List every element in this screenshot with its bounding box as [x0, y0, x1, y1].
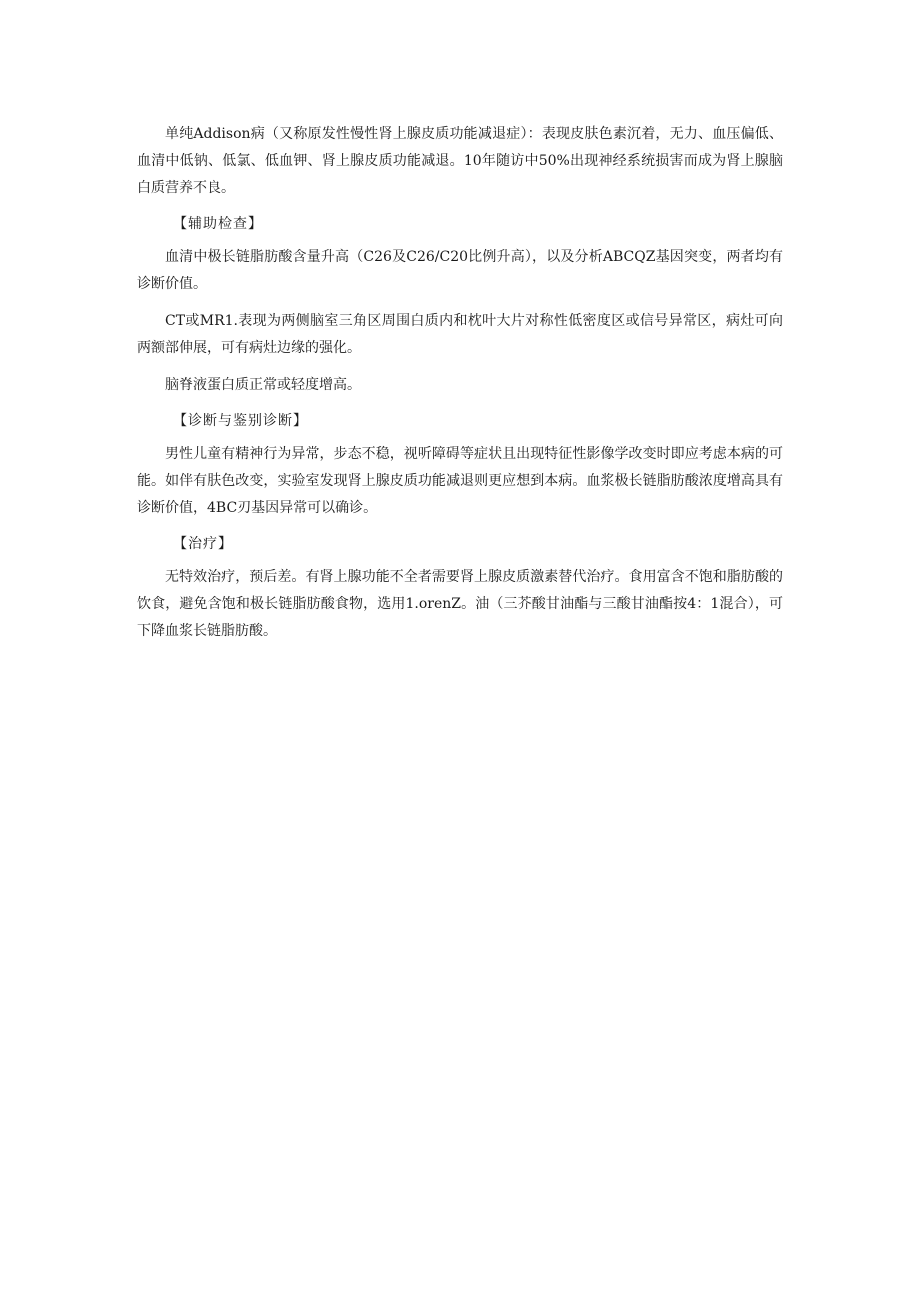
heading-treatment: 【治疗】: [173, 536, 233, 552]
paragraph-treatment: 无特效治疗，预后差。有肾上腺功能不全者需要肾上腺皮质激素替代治疗。食用富含不饱和脂肪酸的饮食，避免含饱和极长链脂肪酸食物，选用1.orenZ。油（三芥酸甘油酯与三酸甘油酯按4：1混合），可下降血浆长链脂肪酸。: [137, 569, 783, 639]
paragraph-blood-test: 血清中极长链脂肪酸含量升高（C26及C26/C20比例升高），以及分析ABCQZ基因突变，两者均有诊断价值。: [137, 249, 783, 292]
heading-auxiliary-exam: 【辅助检查】: [173, 216, 263, 232]
document-body: [137, 121, 783, 655]
heading-diagnosis: 【诊断与鉴别诊断】: [173, 413, 308, 429]
paragraph-ct-mri: CT或MR1.表现为两侧脑室三角区周围白质内和枕叶大片对称性低密度区或信号异常区，病灶可向两额部伸展，可有病灶边缘的强化。: [137, 313, 783, 356]
paragraph-diagnosis: 男性儿童有精神行为异常，步态不稳，视听障碍等症状且出现特征性影像学改变时即应考虑本病的可能。如伴有肤色改变，实验室发现肾上腺皮质功能减退则更应想到本病。血浆极长链脂肪酸浓度增高具有诊断价值，4BC刃基因异常可以确诊。: [137, 446, 783, 516]
paragraph-csf: 脑脊液蛋白质正常或轻度增高。: [165, 377, 361, 393]
paragraph-addison: 单纯Addison病（又称原发性慢性肾上腺皮质功能减退症）：表现皮肤色素沉着，无力、血压偏低、血清中低钠、低氯、低血钾、肾上腺皮质功能减退。10年随访中50%出现神经系统损害而成为肾上腺脑白质营养不良。: [137, 126, 783, 196]
